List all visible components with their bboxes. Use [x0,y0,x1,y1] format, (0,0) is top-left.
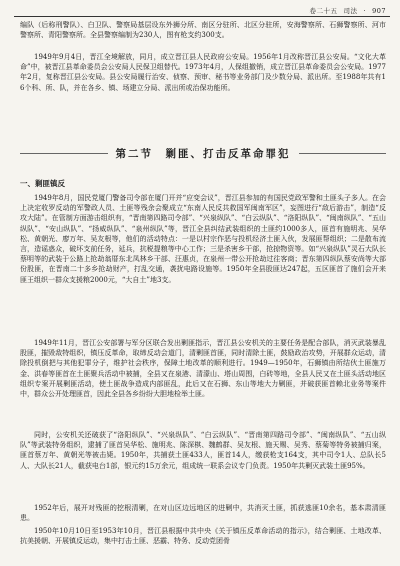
section-heading-band [20,139,386,167]
header-rule [14,16,390,17]
header-page-number: 907 [372,7,386,15]
body-paragraph-1: 编队（后称刑警队）、白卫队、警察局基层设东外狮分所、南区分驻所、北区分驻所，安海警察所、石狮警察所、河市警察所、青阳警察所。全县警察编制为230人，图有枪支约300支。 [20,21,386,40]
body-paragraph-5: 同时，公安机关还破获了“洛阳纵队”、“兴泉纵队”、“白云纵队”、“晋南第四路司令部”、“闽南纵队”、“五山纵队”等武装特务组织，逮捕了匪首吴华松、施明兆、陈深棋、魏鹤群、吴友根、施天赐、吴秀、蔡菊等特务被捕归案，匪首蔡万年、黄朝光等被击毙。1950年，共捕获土匪433人，匪首14人，缴获枪支164支，其中司令1人、总队长5人、大队长21人，截获电台1部，银元约15万余元，组成统一联系会议专门负责。1950年共剿灭武装土匪95%。 [20,431,386,470]
body-paragraph-4: 1949年11月，晋江公安部署与军分区联合发出剿匪指示，晋江县公安机关的主要任务是配合部队，消灭武装暴乱股匪，摧毁敌特组织，镇压反革命，取缔反动会道门，清剿匪首匪，同时清除土匪，鼓励政治攻势，开展群众运动，清除投机倒把与其他犯罪分子，维护社会秩序，保障土地改革的顺利进行。1949—1950年，石狮镇由所结伙土匪施万金、洪春等匪首在土匪聚兵活动中被捕，全县又在泉港、清濛山、塔山周围，白砖等地，全县人民又在土匪头活动地区组织专案开展剿匪活动，使土匪战争造成内部匪乱，此后又在石狮、东山等地大力剿匪，并破获匪首赖北业务等案件中，群众公开处理匪首，因此全县各乡纷纷大胆地检举土匪。 [20,339,386,399]
body-paragraph-6: 1952年后，展开对残匪的挖根清剿，在对山区边远地区的进剿中，共消灭土匪，抓获逃匪10余名，基本肃清匪患。 [20,504,386,523]
body-paragraph-2: 1949年9月4日，晋江全境解放，同月，成立晋江县人民政府公安局。1956年1月改称晋江县公安局。“文化大革命”中，被晋江县革命委员会公安局人民保卫组替代。1973年4月，人保组撤销，成立晋江县革命委员会公安局。1977年2月，复称晋江县公安局。县公安局履行治安、侦察、预审、秘书等业务部门及少数分局、派出所。至1988年共有16个科、所、队，并在各乡、镇、场建立分局、派出所或治保功能所。 [20,53,386,92]
header-divider: · [363,7,367,15]
subheading: 一、剿匪镇反 [20,179,65,188]
section-title: 第二节 剿匪、打击反革命罪犯 [108,146,299,161]
header-chapter: 卷二十五 [309,7,338,15]
header-section: 司法 [343,7,358,15]
body-paragraph-7: 1950年10月10日至1953年10月，晋江县根据中共中央《关于镇压反革命活动的指示》，结合剿匪、土地改革、抗美援朝、开展镇反运动，集中打击土匪、恶霸、特务、反动党团骨 [20,527,386,546]
body-paragraph-3: 1949年8月，国民党厦门警备司令部在厦门开并“应变会议”，晋江县参加的有国民党政军警和土匪头子多人。在会上决定收罗反动的军警政人员、土匪等残余会聚成立“东南人民反共救国军闽南军区”，妄图进行“敌后游击”，制造“反攻大陆”。在管制方面游击组织有，“晋南第四路司令部”、“兴泉纵队”、“白云纵队”、“洛阳纵队”、“闽南纵队”、“五山纵队”、“安山纵队”、“扬威纵队”、“泉州纵队”等，晋江全县纠结武装组织的土匪约1000多人，匪首有施明兆、吴华松、黄朝光、廖万年、吴友根等，他们的活动特点：一是以村宗作恶与投机经济土匪入伙，发展匪帮组织；二是散布流言，造谣惑众，破坏支前任务，延兵，抗税提粮等中心工作；三是杀害乡干部，抢掠物资等。如“兴泉纵队”灵石大队长蔡明等的武装于公路上抢劫翁厝东北凤林乡干部、汪惠贞，在泉州一带公开抢劫过往客商；晋东第四纵队蔡安尚等大部份股匪，在晋南二十多乡抢劫财产，打乱交通，袭扰电路设施等。1950年全县股匪达247起，五区匪首了施们会开来匪王组织一群众支援粮2000元，“大自土”地3支。 [20,194,386,284]
page-header [310,6,387,15]
